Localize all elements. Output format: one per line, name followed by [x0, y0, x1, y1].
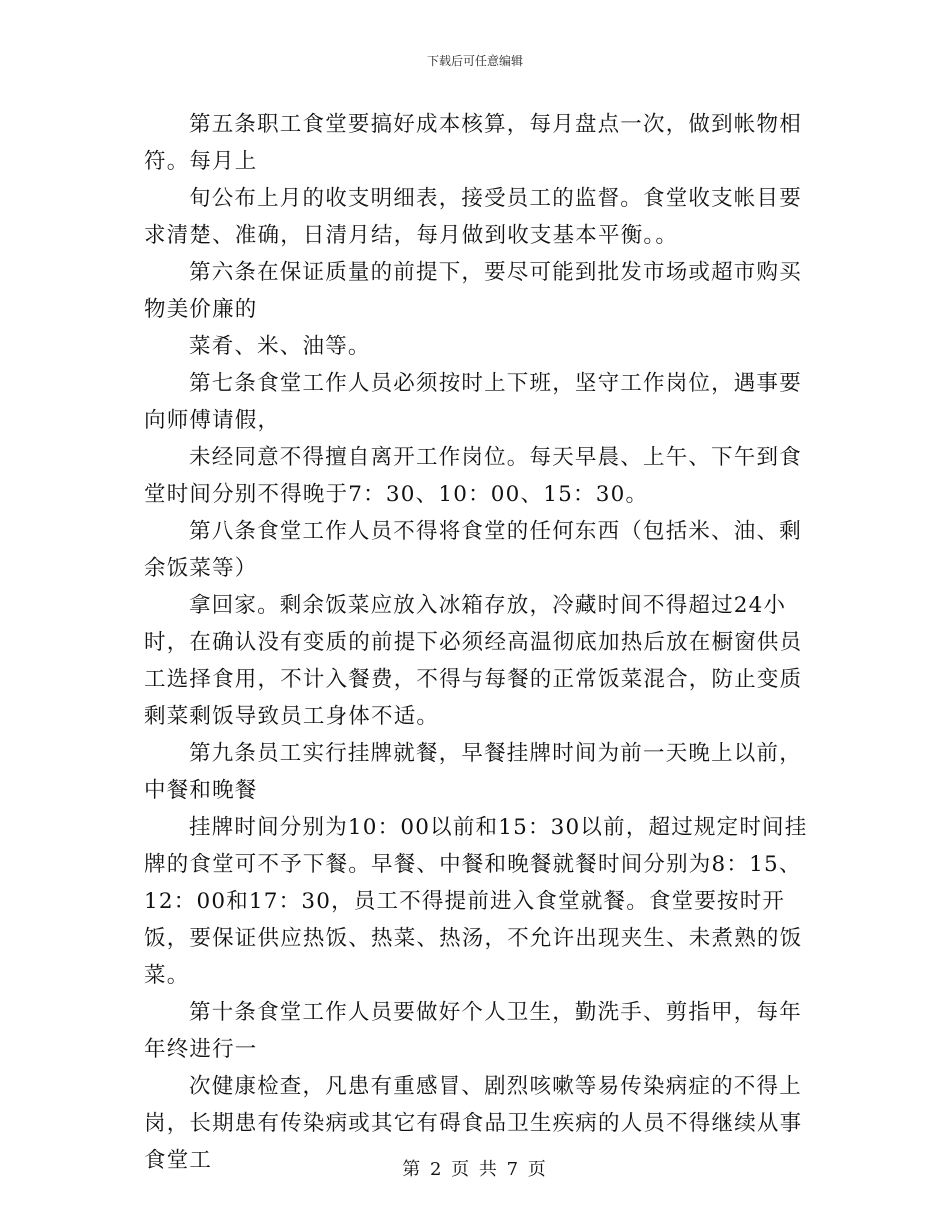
- paragraph: 未经同意不得擅自离开工作岗位。每天早晨、上午、下午到食堂时间分别不得晚于7：30、10：00、15：30。: [144, 445, 802, 507]
- paragraph: 次健康检查，凡患有重感冒、剧烈咳嗽等易传染病症的不得上岗，长期患有传染病或其它有碍食品卫生疾病的人员不得继续从事食堂工: [144, 1074, 803, 1173]
- document-body: [144, 106, 814, 1179]
- paragraph: 第六条在保证质量的前提下，要尽可能到批发市场或超市购买物美价廉的: [144, 260, 802, 322]
- page-number-footer: 第 2 页 共 7 页: [402, 1159, 548, 1180]
- paragraph: 拿回家。剩余饭菜应放入冰箱存放，冷藏时间不得超过24小时，在确认没有变质的前提下必须经高温彻底加热后放在橱窗供员工选择食用，不计入餐费，不得与每餐的正常饭菜混合，防止变质剩菜剩饭导致员工身体不适。: [144, 593, 803, 729]
- paragraph: 第五条职工食堂要搞好成本核算，每月盘点一次，做到帐物相符。每月上: [144, 112, 802, 174]
- paragraph: 第八条食堂工作人员不得将食堂的任何东西（包括米、油、剩余饭菜等）: [144, 519, 802, 581]
- paragraph: 第七条食堂工作人员必须按时上下班，坚守工作岗位，遇事要向师傅请假，: [144, 371, 802, 433]
- paragraph: 菜肴、米、油等。: [189, 334, 371, 359]
- page-header: 下载后可任意编辑: [426, 54, 523, 68]
- paragraph: 旬公布上月的收支明细表，接受员工的监督。食堂收支帐目要求清楚、准确，日清月结，每月做到收支基本平衡。。: [144, 186, 802, 248]
- paragraph: 挂牌时间分别为10：00以前和15：30以前，超过规定时间挂牌的食堂可不予下餐。早餐、中餐和晚餐就餐时间分别为8：15、12：00和17：30，员工不得提前进入食堂就餐。食堂要按时开饭，要保证供应热饭、热菜、热汤，不允许出现夹生、未煮熟的饭菜。: [144, 815, 808, 988]
- paragraph: 第九条员工实行挂牌就餐，早餐挂牌时间为前一天晚上以前，中餐和晚餐: [144, 741, 802, 803]
- paragraph: 第十条食堂工作人员要做好个人卫生，勤洗手、剪指甲，每年年终进行一: [144, 1000, 802, 1062]
